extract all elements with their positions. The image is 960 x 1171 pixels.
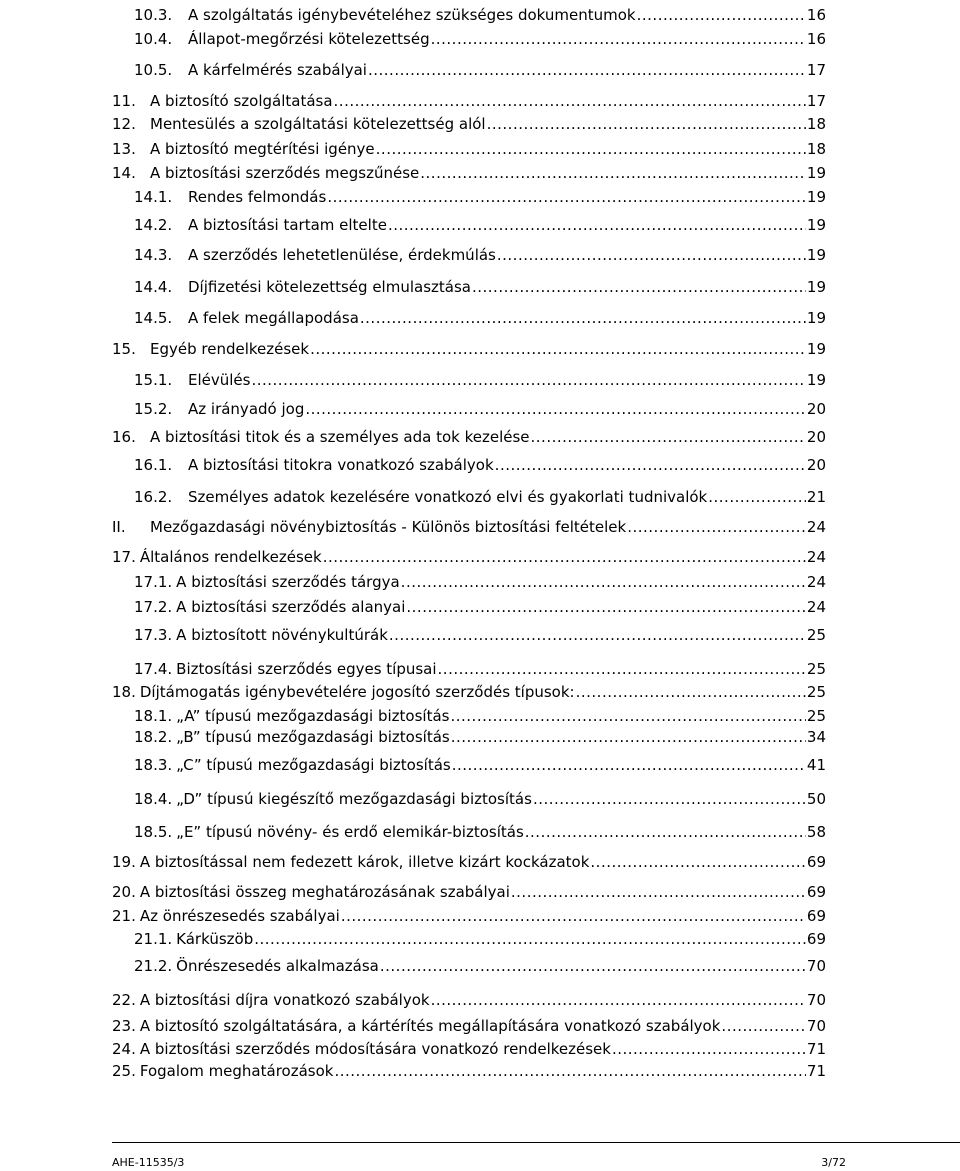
toc-entry-number: 18.3. [134, 756, 173, 774]
toc-entry-page: 69 [806, 907, 826, 925]
toc-entry-page: 18 [806, 115, 826, 133]
toc-entry-title: Általános rendelkezések [139, 548, 322, 566]
toc-entry[interactable] [134, 182, 826, 206]
toc-entry[interactable] [112, 86, 826, 110]
toc-entry-title: Kárküszöb [176, 930, 254, 948]
toc-entry-page: 24 [806, 598, 826, 616]
toc-entry-title: A felek megállapodása [188, 309, 359, 327]
toc-entry-number: 16.2. [134, 488, 173, 506]
toc-entry-number: 21.2. [134, 957, 173, 975]
toc-entry-number: 17.3. [134, 626, 173, 644]
toc-entry-page: 19 [806, 246, 826, 264]
toc-entry-page: 20 [806, 456, 826, 474]
toc-entry-page: 70 [806, 957, 826, 975]
toc-entry-number: 14.4. [134, 278, 173, 296]
dot-leader [531, 428, 806, 446]
toc-entry-number: 20. [112, 883, 136, 901]
toc-entry[interactable] [134, 450, 826, 474]
toc-entry-page: 50 [806, 790, 826, 808]
toc-entry-title: A biztosítási szerződés megszűnése [150, 164, 420, 182]
toc-entry[interactable] [134, 24, 826, 48]
toc-entry-page: 19 [806, 309, 826, 327]
toc-entry-page: 19 [806, 278, 826, 296]
toc-entry-number: 24. [112, 1040, 136, 1058]
toc-entry[interactable] [112, 158, 826, 182]
toc-entry[interactable] [112, 1056, 826, 1080]
toc-entry-page: 25 [806, 683, 826, 701]
toc-entry-page: 20 [806, 400, 826, 418]
toc-entry[interactable] [134, 817, 826, 841]
toc-entry-title: A biztosított növénykultúrák [176, 626, 388, 644]
toc-entry[interactable] [134, 365, 826, 389]
toc-entry[interactable] [112, 334, 826, 358]
toc-entry-page: 24 [806, 518, 826, 536]
toc-entry[interactable] [134, 750, 826, 774]
dot-leader [487, 115, 806, 133]
toc-entry-title: A biztosítási szerződés módosítására vonatkozó rendelkezések [139, 1040, 611, 1058]
toc-entry-page: 25 [806, 707, 826, 725]
dot-leader [334, 1062, 805, 1080]
toc-entry-page: 20 [806, 428, 826, 446]
dot-leader [708, 488, 806, 506]
toc-entry-number: 15. [112, 340, 136, 358]
footer-divider [112, 1142, 960, 1143]
toc-entry-title: „C” típusú mezőgazdasági biztosítás [176, 756, 451, 774]
dot-leader [341, 907, 806, 925]
dot-leader [497, 246, 806, 264]
dot-leader [254, 930, 806, 948]
toc-entry-title: A biztosítási összeg meghatározásának szabályai [139, 883, 510, 901]
dot-leader [431, 991, 806, 1009]
toc-entry[interactable] [134, 951, 826, 975]
dot-leader [251, 371, 805, 389]
dot-leader [406, 598, 806, 616]
toc-entry-title: A biztosítási szerződés tárgya [176, 573, 400, 591]
dot-leader [431, 30, 806, 48]
toc-entry-number: 10.3. [134, 6, 173, 24]
toc-entry-title: Biztosítási szerződés egyes típusai [176, 660, 437, 678]
toc-entry[interactable] [134, 654, 826, 678]
toc-entry-page: 69 [806, 853, 826, 871]
dot-leader [334, 92, 806, 110]
toc-entry-number: 21.1. [134, 930, 173, 948]
dot-leader [452, 756, 806, 774]
toc-entry-number: 21. [112, 907, 136, 925]
toc-entry-page: 71 [806, 1040, 826, 1058]
toc-entry-number: 16. [112, 428, 136, 446]
dot-leader [590, 853, 806, 871]
toc-entry-title: A biztosítási díjra vonatkozó szabályok [139, 991, 430, 1009]
dot-leader [576, 683, 806, 701]
toc-entry[interactable] [134, 240, 826, 264]
dot-leader [438, 660, 806, 678]
toc-entry-number: 14.2. [134, 216, 173, 234]
toc-entry-page: 34 [806, 728, 826, 746]
dot-leader [327, 188, 806, 206]
toc-entry-page: 25 [806, 660, 826, 678]
toc-entry-title: A biztosítási titokra vonatkozó szabályok [188, 456, 494, 474]
toc-entry-title: A szolgáltatás igénybevételéhez szükséges dokumentumok [188, 6, 636, 24]
toc-entry-page: 71 [806, 1062, 826, 1080]
dot-leader [323, 548, 806, 566]
dot-leader [451, 728, 806, 746]
toc-entry-number: 19. [112, 853, 136, 871]
footer-document-code: AHE-11535/3 [112, 1156, 185, 1169]
toc-entry[interactable] [112, 512, 826, 536]
dot-leader [380, 957, 806, 975]
dot-leader [310, 340, 806, 358]
toc-entry-number: 10.4. [134, 30, 173, 48]
dot-leader [721, 1017, 805, 1035]
toc-entry-title: Önrészesedés alkalmazása [176, 957, 379, 975]
toc-entry-number: 14. [112, 164, 136, 182]
toc-entry-title: Állapot-megőrzési kötelezettség [188, 30, 430, 48]
toc-entry-number: 17.2. [134, 598, 173, 616]
toc-entry-title: A biztosító szolgáltatására, a kártérítés megállapítására vonatkozó szabályok [139, 1017, 721, 1035]
toc-entry[interactable] [112, 901, 826, 925]
toc-entry-page: 24 [806, 573, 826, 591]
toc-entry-page: 16 [806, 6, 826, 24]
toc-entry-title: A kárfelmérés szabályai [188, 61, 367, 79]
toc-entry-title: „D” típusú kiegészítő mezőgazdasági biztosítás [176, 790, 532, 808]
toc-entry-page: 19 [806, 371, 826, 389]
toc-entry-number: 10.5. [134, 61, 173, 79]
toc-entry-page: 70 [806, 991, 826, 1009]
toc-entry[interactable] [134, 394, 826, 418]
toc-entry-title: Díjtámogatás igénybevételére jogosító szerződés típusok: [139, 683, 575, 701]
toc-entry-page: 19 [806, 188, 826, 206]
toc-entry[interactable] [112, 422, 826, 446]
toc-entry-title: Mentesülés a szolgáltatási kötelezettség alól [150, 115, 486, 133]
toc-entry-page: 69 [806, 930, 826, 948]
toc-entry-title: A biztosítási szerződés alanyai [176, 598, 406, 616]
toc-entry-number: 18. [112, 683, 136, 701]
toc-entry[interactable] [112, 847, 826, 871]
toc-entry-title: Elévülés [188, 371, 251, 389]
toc-entry[interactable] [134, 722, 826, 746]
dot-leader [368, 61, 806, 79]
toc-entry-number: 16.1. [134, 456, 173, 474]
toc-entry[interactable] [134, 482, 826, 506]
toc-entry-title: Fogalom meghatározások [139, 1062, 334, 1080]
toc-entry[interactable] [112, 1034, 826, 1058]
toc-entry[interactable] [134, 55, 826, 79]
toc-entry[interactable] [134, 0, 826, 24]
toc-entry-page: 21 [806, 488, 826, 506]
dot-leader [525, 823, 806, 841]
toc-entry-page: 25 [806, 626, 826, 644]
toc-entry-title: A szerződés lehetetlenülése, érdekmúlás [188, 246, 496, 264]
toc-entry-number: 22. [112, 991, 136, 1009]
dot-leader [420, 164, 806, 182]
toc-entry-number: 12. [112, 115, 136, 133]
toc-entry-number: 18.4. [134, 790, 173, 808]
toc-entry-title: „B” típusú mezőgazdasági biztosítás [176, 728, 450, 746]
toc-entry-title: Egyéb rendelkezések [150, 340, 310, 358]
toc-entry[interactable] [134, 924, 826, 948]
toc-entry-number: 15.1. [134, 371, 173, 389]
toc-entry-title: Mezőgazdasági növénybiztosítás - Különös biztosítási feltételek [150, 518, 627, 536]
toc-entry-title: Rendes felmondás [188, 188, 327, 206]
toc-entry-number: 17.4. [134, 660, 173, 678]
dot-leader [388, 216, 806, 234]
toc-entry-number: 25. [112, 1062, 136, 1080]
toc-entry[interactable] [112, 985, 826, 1009]
toc-entry-number: 11. [112, 92, 136, 110]
toc-entry[interactable] [112, 134, 826, 158]
toc-entry[interactable] [134, 592, 826, 616]
toc-entry-page: 24 [806, 548, 826, 566]
toc-entry-title: A biztosítási tartam eltelte [188, 216, 387, 234]
footer-page-number: 3/72 [821, 1156, 846, 1169]
toc-entry-title: Díjfizetési kötelezettség elmulasztása [188, 278, 471, 296]
toc-entry[interactable] [112, 109, 826, 133]
toc-entry-number: 18.5. [134, 823, 173, 841]
toc-entry-page: 58 [806, 823, 826, 841]
toc-entry[interactable] [112, 877, 826, 901]
dot-leader [533, 790, 806, 808]
toc-entry[interactable] [134, 620, 826, 644]
toc-entry-number: 14.5. [134, 309, 173, 327]
toc-entry-number: 18.1. [134, 707, 173, 725]
toc-entry-title: A biztosítási titok és a személyes ada tok kezelése [150, 428, 530, 446]
dot-leader [511, 883, 806, 901]
dot-leader [495, 456, 806, 474]
toc-entry-number: 18.2. [134, 728, 173, 746]
toc-entry-number: 15.2. [134, 400, 173, 418]
toc-entry-number: 14.3. [134, 246, 173, 264]
toc-entry[interactable] [112, 1011, 826, 1035]
toc-entry-title: „A” típusú mezőgazdasági biztosítás [176, 707, 450, 725]
dot-leader [401, 573, 806, 591]
toc-entry-page: 70 [806, 1017, 826, 1035]
toc-entry-page: 19 [806, 216, 826, 234]
dot-leader [627, 518, 806, 536]
dot-leader [376, 140, 806, 158]
toc-entry-title: Az irányadó jog [188, 400, 305, 418]
toc-entry-page: 41 [806, 756, 826, 774]
toc-entry-title: „E” típusú növény- és erdő elemikár-biztosítás [176, 823, 524, 841]
toc-entry[interactable] [112, 677, 826, 701]
toc-entry[interactable] [134, 272, 826, 296]
toc-entry-title: A biztosító megtérítési igénye [150, 140, 375, 158]
toc-entry-page: 17 [806, 92, 826, 110]
toc-entry-number: 13. [112, 140, 136, 158]
toc-entry-number: 14.1. [134, 188, 173, 206]
toc-entry-page: 16 [806, 30, 826, 48]
toc-entry[interactable] [112, 542, 826, 566]
toc-entry-number: II. [112, 518, 126, 536]
toc-entry-page: 18 [806, 140, 826, 158]
toc-entry[interactable] [134, 303, 826, 327]
toc-entry-number: 23. [112, 1017, 136, 1035]
toc-entry-page: 69 [806, 883, 826, 901]
toc-entry-page: 19 [806, 164, 826, 182]
dot-leader [472, 278, 806, 296]
dot-leader [637, 6, 806, 24]
toc-entry-page: 19 [806, 340, 826, 358]
toc-entry[interactable] [134, 784, 826, 808]
toc-entry-title: Személyes adatok kezelésére vonatkozó elvi és gyakorlati tudnivalók [188, 488, 708, 506]
dot-leader [389, 626, 806, 644]
toc-entry[interactable] [134, 567, 826, 591]
toc-entry-number: 17. [112, 548, 136, 566]
toc-entry-title: Az önrészesedés szabályai [139, 907, 340, 925]
toc-entry-page: 17 [806, 61, 826, 79]
toc-entry-number: 17.1. [134, 573, 173, 591]
dot-leader [360, 309, 806, 327]
toc-entry-title: A biztosító szolgáltatása [150, 92, 333, 110]
toc-entry-title: A biztosítással nem fedezett károk, illetve kizárt kockázatok [139, 853, 590, 871]
dot-leader [305, 400, 806, 418]
toc-entry[interactable] [134, 210, 826, 234]
